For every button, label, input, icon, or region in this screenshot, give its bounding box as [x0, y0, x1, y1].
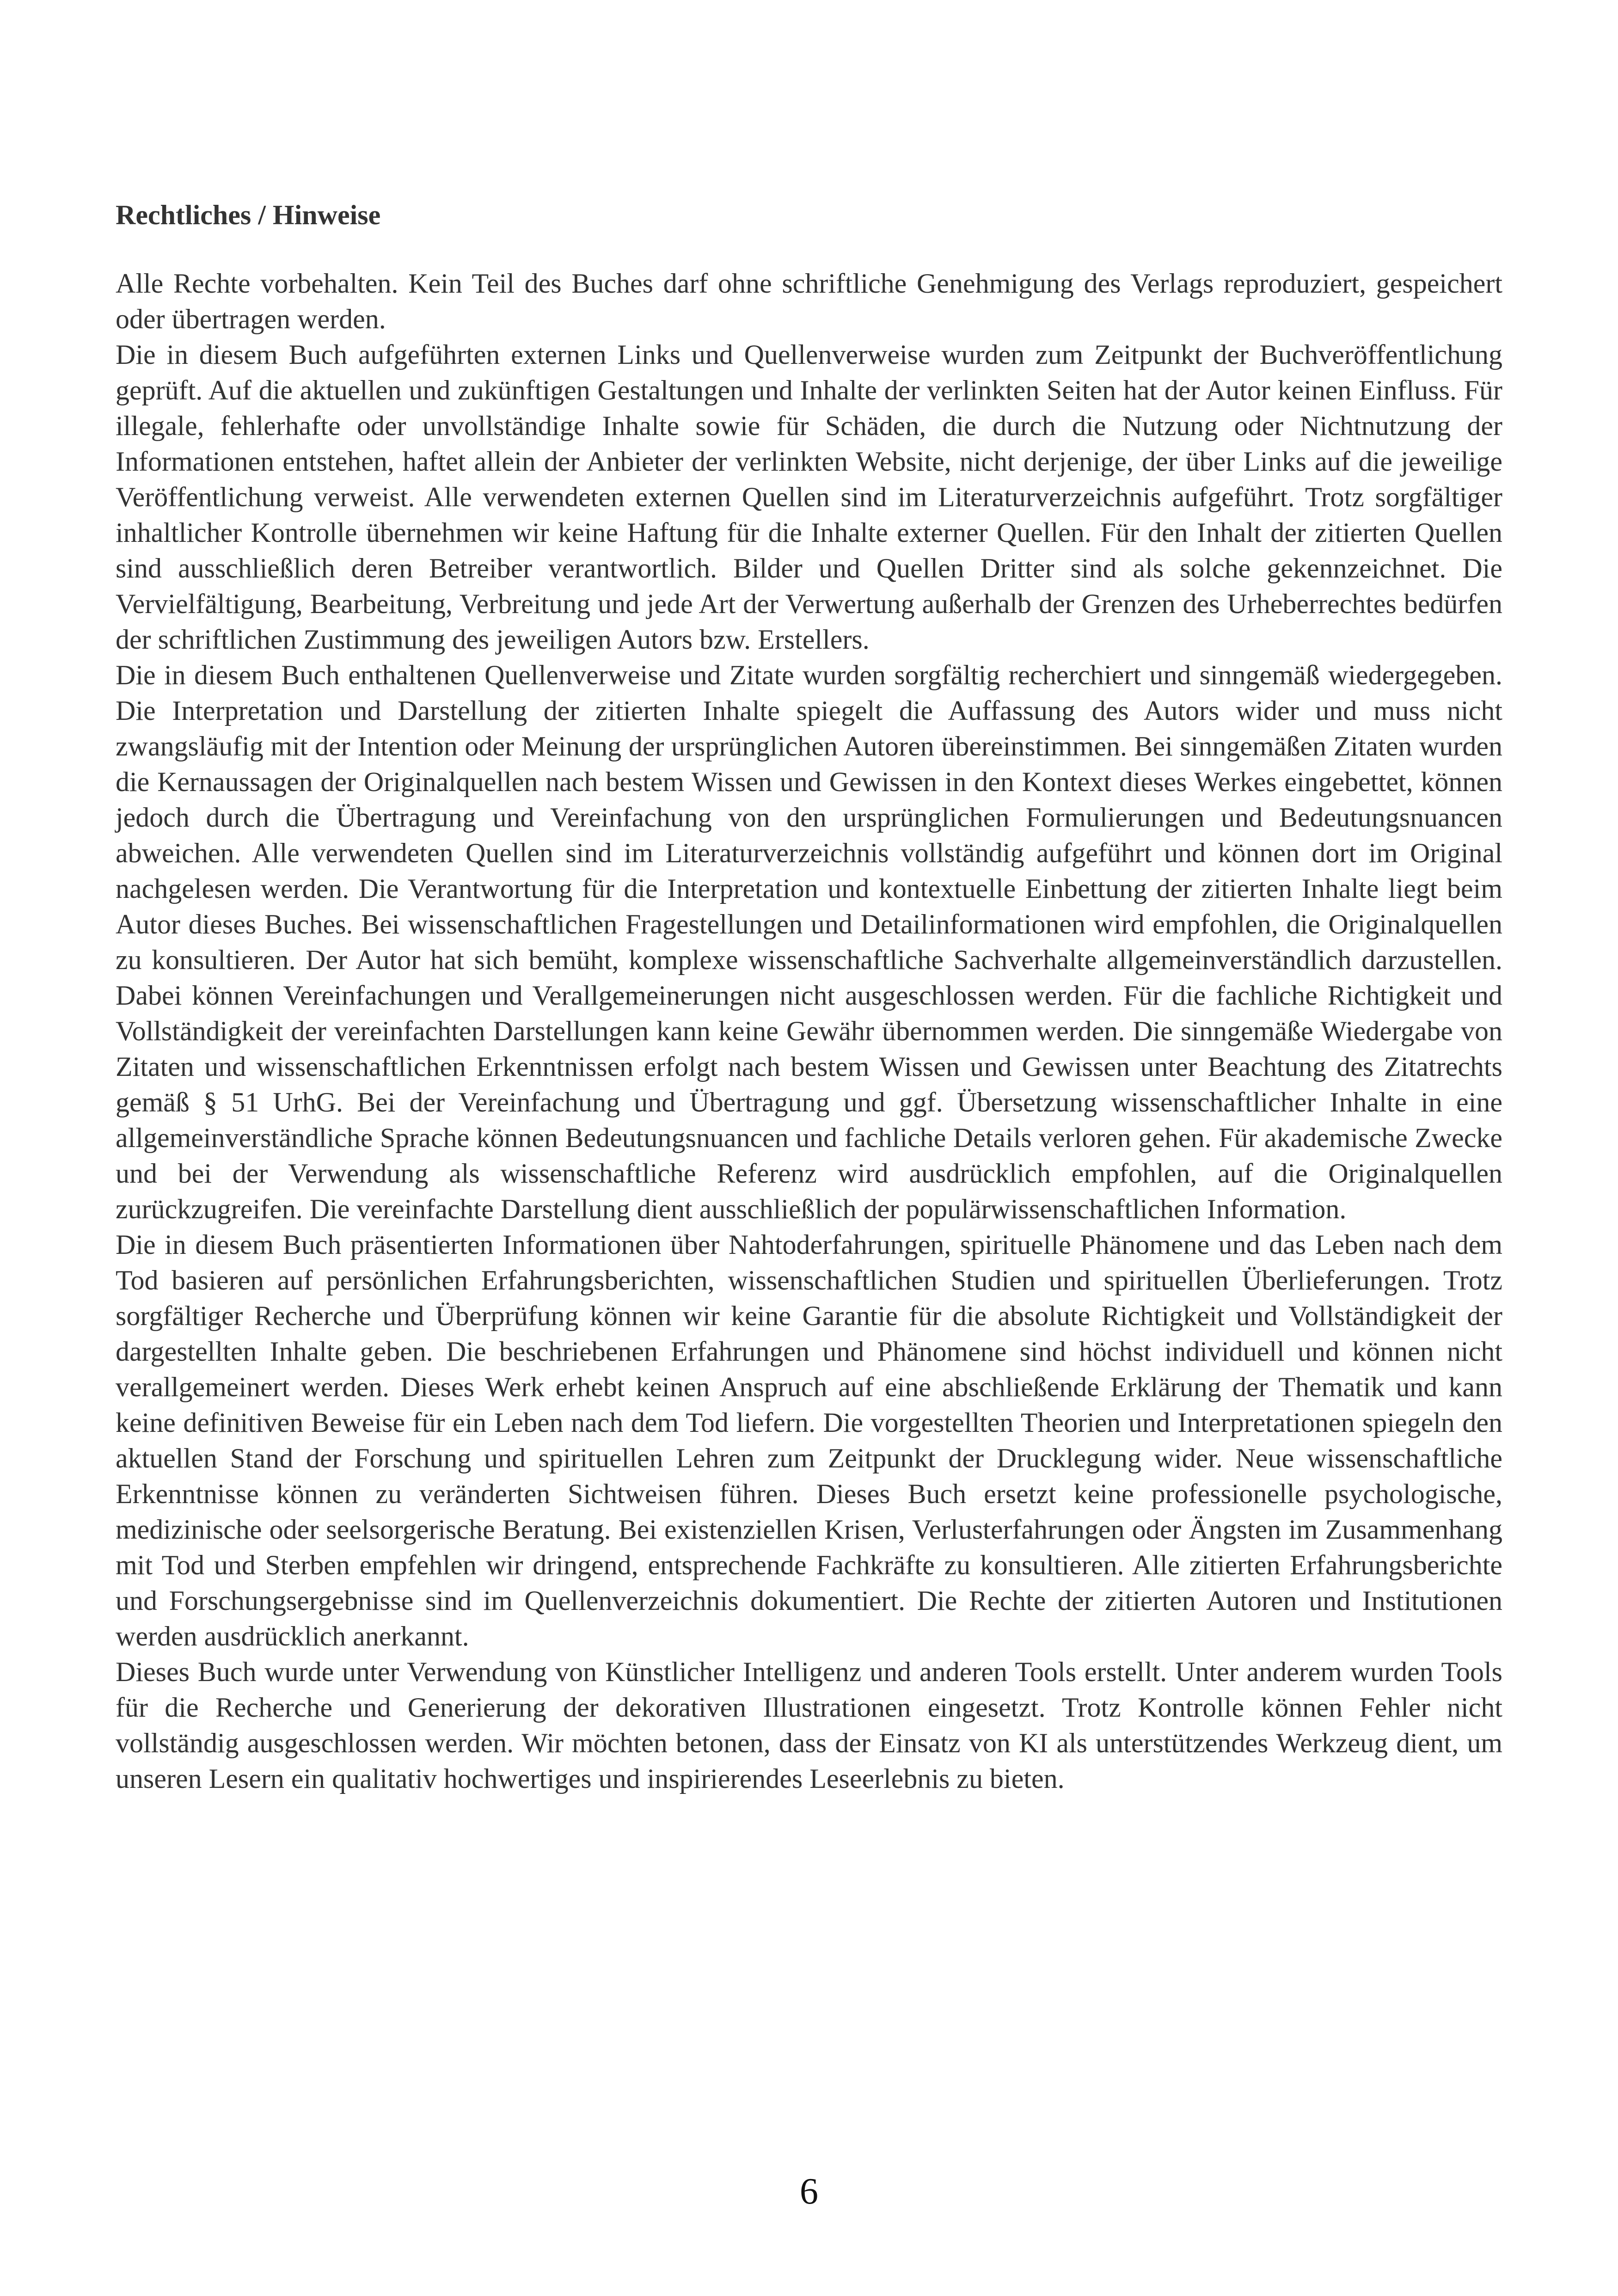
legal-notice-body: [116, 266, 1502, 1797]
paragraph-rights-reserved: Alle Rechte vorbehalten. Kein Teil des Buches darf ohne schriftliche Genehmigung des Verlags reproduziert, gespeichert oder übertragen werden.: [116, 268, 1502, 334]
page-number: 6: [800, 2171, 818, 2212]
paragraph-ai-usage: Dieses Buch wurde unter Verwendung von Künstlicher Intelligenz und anderen Tools erstellt. Unter anderem wurden Tools für die Recherche und Generierung der dekorativen Illustrationen eingesetzt. Trotz Kontrolle können Fehler nicht vollständig ausgeschlossen werden. Wir möchten betonen, dass der Einsatz von KI als unterstützendes Werkzeug dient, um unseren Lesern ein qualitativ hochwertiges und inspirierendes Leseerlebnis zu bieten.: [116, 1657, 1502, 1794]
paragraph-disclaimer: Die in diesem Buch präsentierten Informationen über Nahtoderfahrungen, spirituelle Phänomene und das Leben nach dem Tod basieren auf persönlichen Erfahrungsberichten, wissenschaftlichen Studien und spirituellen Überlieferungen. Trotz sorgfältiger Recherche und Überprüfung können wir keine Garantie für die absolute Richtigkeit und Vollständigkeit der dargestellten Inhalte geben. Die beschriebenen Erfahrungen und Phänomene sind höchst individuell und können nicht verallgemeinert werden. Dieses Werk erhebt keinen Anspruch auf eine abschließende Erklärung der Thematik und kann keine definitiven Beweise für ein Leben nach dem Tod liefern. Die vorgestellten Theorien und Interpretationen spiegeln den aktuellen Stand der Forschung und spirituellen Lehren zum Zeitpunkt der Drucklegung wider. Neue wissenschaftliche Erkenntnisse können zu veränderten Sichtweisen führen. Dieses Buch ersetzt keine professionelle psychologische, medizinische oder seelsorgerische Beratung. Bei existenziellen Krisen, Verlusterfahrungen oder Ängsten im Zusammenhang mit Tod und Sterben empfehlen wir dringend, entsprechende Fachkräfte zu konsultieren. Alle zitierten Erfahrungsberichte und Forschungsergebnisse sind im Quellenverzeichnis dokumentiert. Die Rechte der zitierten Autoren und Institutionen werden ausdrücklich anerkannt.: [116, 1229, 1502, 1651]
paragraph-citations: Die in diesem Buch enthaltenen Quellenverweise und Zitate wurden sorgfältig recherchiert und sinngemäß wiedergegeben. Die Interpretation und Darstellung der zitierten Inhalte spiegelt die Auffassung des Autors wider und muss nicht zwangsläufig mit der Intention oder Meinung der ursprünglichen Autoren übereinstimmen. Bei sinngemäßen Zitaten wurden die Kernaussagen der Originalquellen nach bestem Wissen und Gewissen in den Kontext dieses Werkes eingebettet, können jedoch durch die Übertragung und Vereinfachung von den ursprünglichen Formulierungen und Bedeutungsnuancen abweichen. Alle verwendeten Quellen sind im Literaturverzeichnis vollständig aufgeführt und können dort im Original nachgelesen werden. Die Verantwortung für die Interpretation und kontextuelle Einbettung der zitierten Inhalte liegt beim Autor dieses Buches. Bei wissenschaftlichen Fragestellungen und Detailinformationen wird empfohlen, die Originalquellen zu konsultieren. Der Autor hat sich bemüht, komplexe wissenschaftliche Sachverhalte allgemeinverständlich darzustellen. Dabei können Vereinfachungen und Verallgemeinerungen nicht ausgeschlossen werden. Für die fachliche Richtigkeit und Vollständigkeit der vereinfachten Darstellungen kann keine Gewähr übernommen werden. Die sinngemäße Wiedergabe von Zitaten und wissenschaftlichen Erkenntnissen erfolgt nach bestem Wissen und Gewissen unter Beachtung des Zitatrechts gemäß § 51 UrhG. Bei der Vereinfachung und Übertragung und ggf. Übersetzung wissenschaftlicher Inhalte in eine allgemeinverständliche Sprache können Bedeutungsnuancen und fachliche Details verloren gehen. Für akademische Zwecke und bei der Verwendung als wissenschaftliche Referenz wird ausdrücklich empfohlen, auf die Originalquellen zurückzugreifen. Die vereinfachte Darstellung dient ausschließlich der populärwissenschaftlichen Information.: [116, 660, 1502, 1224]
section-heading: Rechtliches / Hinweise: [116, 200, 381, 230]
paragraph-external-links: Die in diesem Buch aufgeführten externen Links und Quellenverweise wurden zum Zeitpunkt der Buchveröffentlichung geprüft. Auf die aktuellen und zukünftigen Gestaltungen und Inhalte der verlinkten Seiten hat der Autor keinen Einfluss. Für illegale, fehlerhafte oder unvollständige Inhalte sowie für Schäden, die durch die Nutzung oder Nichtnutzung der Informationen entstehen, haftet allein der Anbieter der verlinkten Website, nicht derjenige, der über Links auf die jeweilige Veröffentlichung verweist. Alle verwendeten externen Quellen sind im Literaturverzeichnis aufgeführt. Trotz sorgfältiger inhaltlicher Kontrolle übernehmen wir keine Haftung für die Inhalte externer Quellen. Für den Inhalt der zitierten Quellen sind ausschließlich deren Betreiber verantwortlich. Bilder und Quellen Dritter sind als solche gekennzeichnet. Die Vervielfältigung, Bearbeitung, Verbreitung und jede Art der Verwertung außerhalb der Grenzen des Urheberrechtes bedürfen der schriftlichen Zustimmung des jeweiligen Autors bzw. Erstellers.: [116, 339, 1502, 655]
